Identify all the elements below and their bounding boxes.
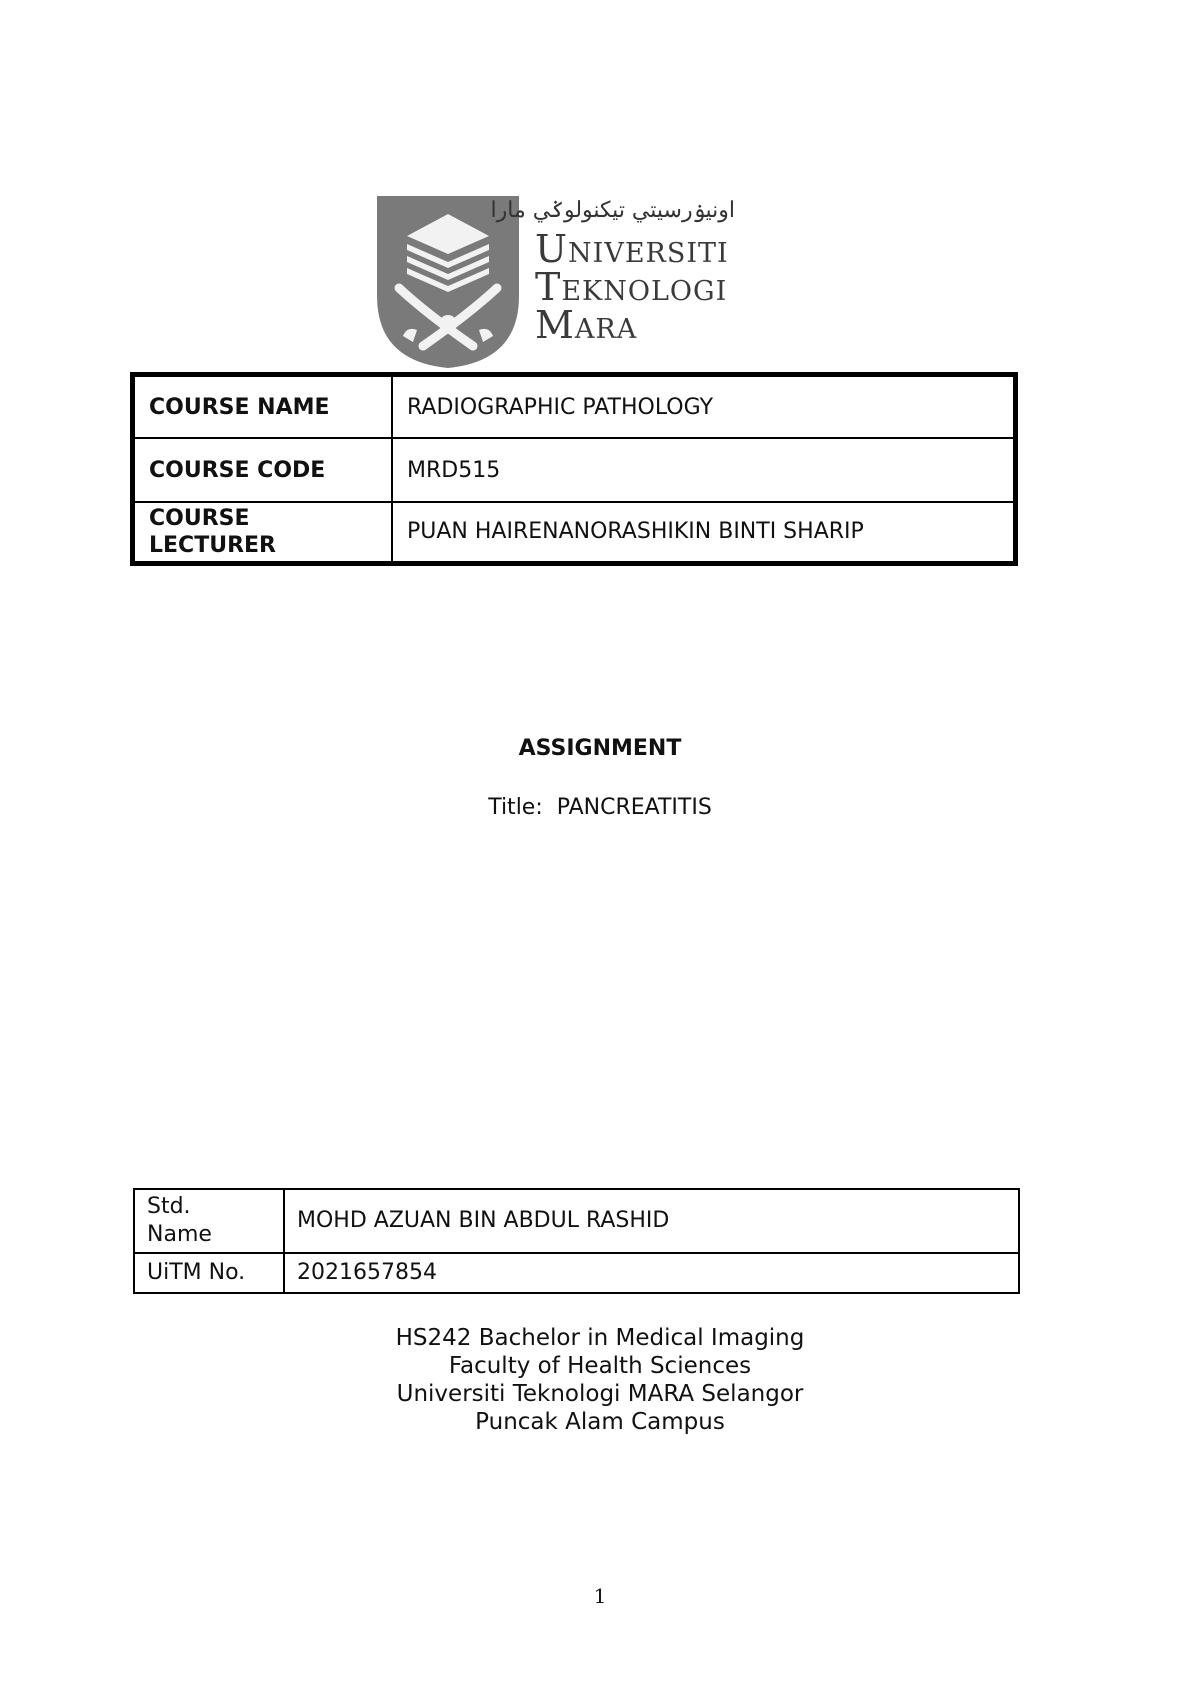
table-row xyxy=(134,1189,1019,1253)
logo-jawi-script: اونيۏرسيتي تيكنولوݢي مارا xyxy=(490,198,735,223)
course-info-table xyxy=(130,372,1018,566)
course-name-value: RADIOGRAPHIC PATHOLOGY xyxy=(392,375,1016,439)
label-line: Std. xyxy=(147,1194,191,1219)
course-lecturer-label xyxy=(133,502,393,564)
faculty-line: Puncak Alam Campus xyxy=(475,1409,725,1435)
table-row xyxy=(133,502,1016,564)
table-row xyxy=(133,438,1016,502)
table-row xyxy=(134,1253,1019,1293)
course-code-value: MRD515 xyxy=(392,438,1016,502)
course-lecturer-value: PUAN HAIRENANORASHIKIN BINTI SHARIP xyxy=(392,502,1016,564)
faculty-line: Faculty of Health Sciences xyxy=(448,1353,752,1379)
university-logo xyxy=(377,196,797,368)
label-line: LECTURER xyxy=(149,532,276,558)
uitm-number-value: 2021657854 xyxy=(284,1253,1019,1293)
page-number: 1 xyxy=(593,1584,607,1608)
assignment-heading: ASSIGNMENT xyxy=(518,736,682,761)
logo-name-line: Teknologi xyxy=(535,265,728,309)
label-line: COURSE xyxy=(149,505,250,531)
student-name-label xyxy=(134,1189,284,1253)
uitm-number-label: UiTM No. xyxy=(134,1253,284,1293)
student-info-table xyxy=(133,1188,1020,1294)
faculty-block xyxy=(0,1324,1200,1436)
assignment-title: Title: PANCREATITIS xyxy=(488,795,712,820)
faculty-line: Universiti Teknologi MARA Selangor xyxy=(396,1381,804,1407)
table-row xyxy=(133,375,1016,439)
faculty-line: HS242 Bachelor in Medical Imaging xyxy=(395,1325,805,1351)
course-code-label: COURSE CODE xyxy=(133,438,393,502)
logo-name-line: Universiti xyxy=(535,227,729,271)
logo-name-line: Mara xyxy=(535,303,638,347)
label-line: Name xyxy=(147,1222,212,1247)
logo-wordmark xyxy=(535,227,729,347)
course-name-label: COURSE NAME xyxy=(133,375,393,439)
student-name-value: MOHD AZUAN BIN ABDUL RASHID xyxy=(284,1189,1019,1253)
